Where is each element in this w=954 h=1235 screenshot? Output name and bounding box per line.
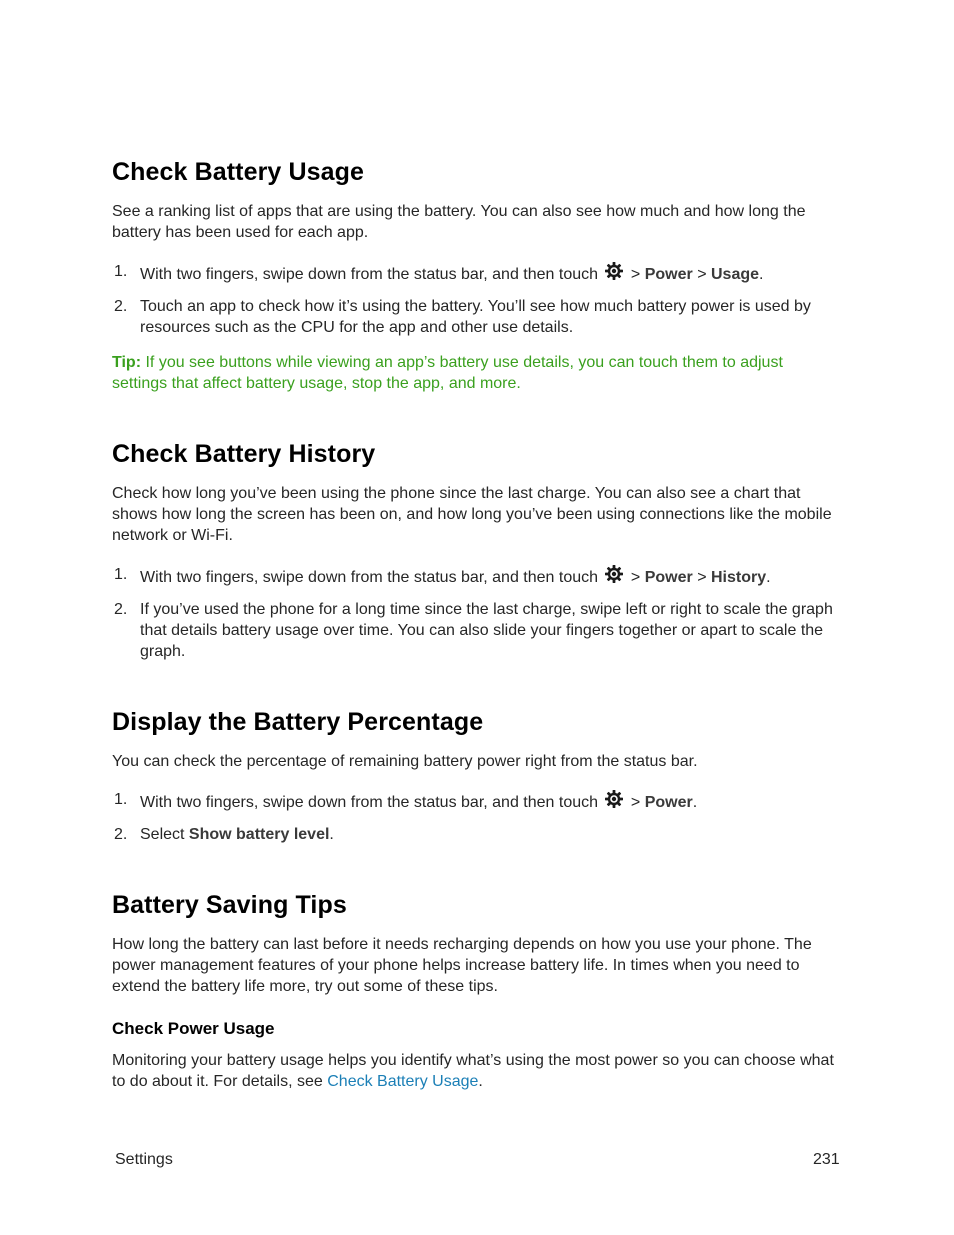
section-title-battery-history: Check Battery History xyxy=(112,440,376,468)
separator: > xyxy=(630,266,641,283)
section-title-battery-usage: Check Battery Usage xyxy=(112,158,365,186)
gear-icon xyxy=(604,789,624,809)
tip-label: Tip: xyxy=(112,354,142,371)
period: . xyxy=(329,826,334,843)
step-text: Select xyxy=(140,826,189,843)
gear-icon xyxy=(604,564,624,584)
step-number: 2. xyxy=(114,826,128,843)
footer-section-name: Settings xyxy=(115,1151,173,1168)
check-battery-usage-link[interactable]: Check Battery Usage xyxy=(327,1073,479,1090)
step-number: 2. xyxy=(114,601,128,618)
step-text: With two fingers, swipe down from the status bar, and then touch xyxy=(140,794,599,811)
power-label: Power xyxy=(644,569,693,586)
footer-page-number: 231 xyxy=(813,1151,840,1168)
show-battery-level-label: Show battery level xyxy=(188,826,330,843)
battery-percentage-intro: You can check the percentage of remaining battery power right from the status bar. xyxy=(112,753,698,770)
step-text: With two fingers, swipe down from the status bar, and then touch xyxy=(140,569,599,586)
section-title-battery-saving-tips: Battery Saving Tips xyxy=(112,891,347,919)
separator: > xyxy=(630,794,641,811)
section-title-battery-percentage: Display the Battery Percentage xyxy=(112,708,484,736)
period: . xyxy=(766,569,771,586)
period: . xyxy=(692,794,698,811)
separator: > xyxy=(630,569,641,586)
body-text: Monitoring your battery usage helps you identify what’s using the most power so you can choose what to do about it. For details, see xyxy=(112,1052,834,1090)
step-number: 1. xyxy=(114,566,128,583)
step-text: Touch an app to check how it’s using the battery. You’ll see how much battery power is used by resources such as the CPU for the app and other use details. xyxy=(140,298,811,336)
check-power-usage-body xyxy=(112,1050,837,1092)
separator: > xyxy=(697,266,707,283)
power-label: Power xyxy=(644,266,693,283)
battery-usage-tip xyxy=(112,352,837,394)
gear-icon xyxy=(604,261,624,281)
step-text: If you’ve used the phone for a long time since the last charge, swipe left or right to scale the graph that details battery usage over time. You can also slide your fingers together or apart to scale the graph. xyxy=(140,601,833,660)
step-number: 1. xyxy=(114,263,128,280)
separator: > xyxy=(697,569,707,586)
battery-usage-intro: See a ranking list of apps that are using the battery. You can also see how much and how long the battery has been used for each app. xyxy=(112,203,806,241)
step-text: With two fingers, swipe down from the status bar, and then touch xyxy=(140,266,599,283)
battery-saving-tips-intro: How long the battery can last before it needs recharging depends on how you use your phone. The power management features of your phone helps increase battery life. In times when you need to extend the battery life more, try out some of these tips. xyxy=(112,936,812,995)
step-number: 2. xyxy=(114,298,128,315)
tip-text: If you see buttons while viewing an app’s battery use details, you can touch them to adjust settings that affect battery usage, stop the app, and more. xyxy=(112,354,783,392)
battery-history-intro: Check how long you’ve been using the phone since the last charge. You can also see a chart that shows how long the screen has been on, and how long you’ve been using connections like the mobile network or Wi-Fi. xyxy=(112,485,832,544)
usage-label: Usage xyxy=(710,266,760,283)
period: . xyxy=(759,266,764,283)
power-label: Power xyxy=(644,794,693,811)
step-number: 1. xyxy=(114,791,128,808)
history-label: History xyxy=(710,569,767,586)
period: . xyxy=(478,1073,483,1090)
subsection-title-check-power-usage: Check Power Usage xyxy=(112,1019,275,1038)
